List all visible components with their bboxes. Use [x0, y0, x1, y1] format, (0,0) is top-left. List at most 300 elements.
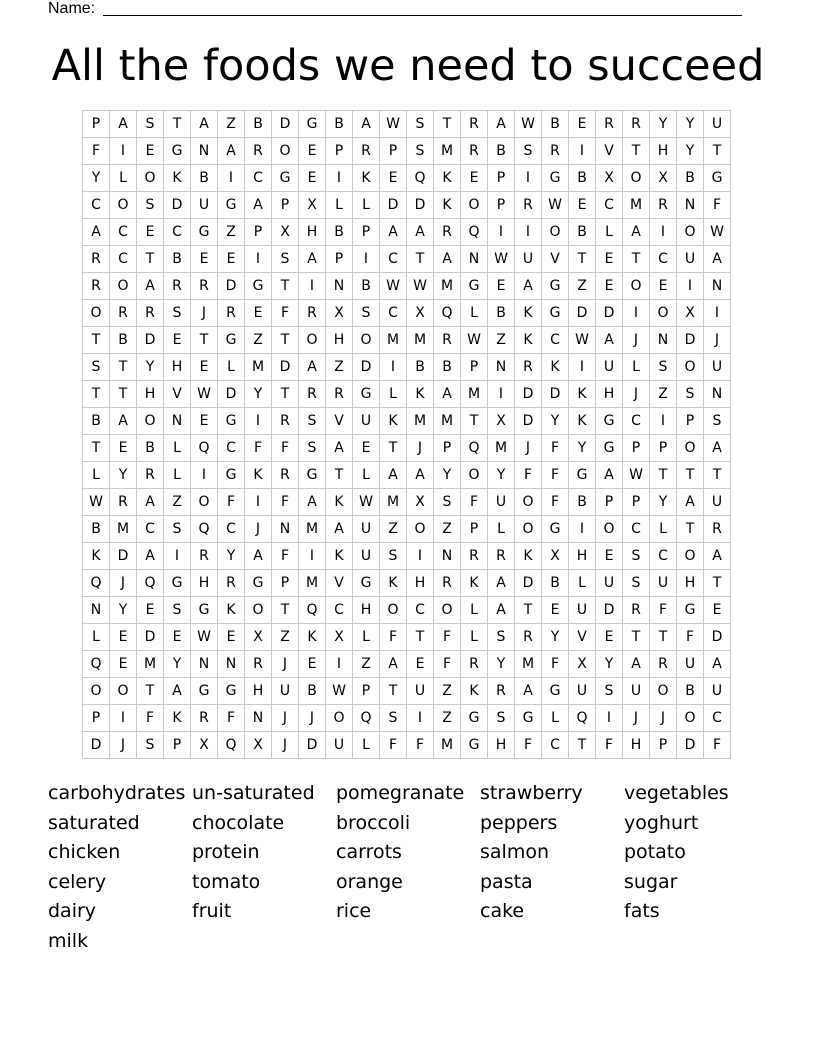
grid-cell: L [380, 381, 407, 408]
grid-cell: E [704, 597, 731, 624]
grid-cell: H [299, 219, 326, 246]
grid-cell: Z [434, 516, 461, 543]
grid-cell: A [704, 246, 731, 273]
grid-cell: J [299, 705, 326, 732]
grid-cell: G [515, 705, 542, 732]
grid-cell: X [407, 489, 434, 516]
grid-cell: T [137, 678, 164, 705]
grid-cell: U [515, 246, 542, 273]
grid-cell: G [299, 111, 326, 138]
grid-cell: N [218, 651, 245, 678]
grid-cell: O [596, 516, 623, 543]
grid-cell: D [596, 300, 623, 327]
grid-cell: T [110, 381, 137, 408]
grid-cell: T [407, 624, 434, 651]
grid-cell: E [569, 192, 596, 219]
grid-cell: J [515, 435, 542, 462]
grid-cell: D [137, 624, 164, 651]
grid-cell: T [677, 462, 704, 489]
grid-cell: R [596, 111, 623, 138]
grid-cell: Z [245, 327, 272, 354]
grid-cell: L [542, 705, 569, 732]
grid-cell: A [299, 246, 326, 273]
word-list-item: protein [192, 841, 260, 864]
grid-cell: G [218, 327, 245, 354]
grid-cell: S [137, 192, 164, 219]
grid-cell: P [164, 732, 191, 759]
grid-cell: P [623, 489, 650, 516]
grid-cell: H [596, 381, 623, 408]
grid-cell: I [110, 138, 137, 165]
grid-cell: A [245, 192, 272, 219]
grid-cell: F [218, 489, 245, 516]
grid-cell: F [245, 435, 272, 462]
grid-cell: L [623, 354, 650, 381]
grid-cell: F [542, 489, 569, 516]
grid-cell: M [380, 327, 407, 354]
grid-cell: U [650, 570, 677, 597]
grid-cell: A [434, 381, 461, 408]
grid-cell: P [434, 435, 461, 462]
grid-cell: X [326, 300, 353, 327]
grid-cell: J [407, 435, 434, 462]
grid-cell: L [596, 219, 623, 246]
grid-cell: U [704, 678, 731, 705]
grid-cell: E [650, 273, 677, 300]
grid-cell: S [677, 381, 704, 408]
grid-cell: T [191, 327, 218, 354]
grid-cell: Q [83, 570, 110, 597]
grid-cell: D [110, 543, 137, 570]
grid-cell: U [353, 408, 380, 435]
grid-cell: M [488, 435, 515, 462]
grid-cell: R [461, 543, 488, 570]
grid-cell: P [461, 516, 488, 543]
grid-cell: F [407, 732, 434, 759]
grid-cell: R [137, 462, 164, 489]
grid-cell: X [596, 165, 623, 192]
grid-cell: E [191, 354, 218, 381]
grid-cell: A [110, 111, 137, 138]
grid-cell: O [110, 678, 137, 705]
grid-cell: C [164, 219, 191, 246]
grid-row [83, 354, 731, 381]
grid-cell: I [650, 219, 677, 246]
grid-cell: R [488, 678, 515, 705]
grid-cell: E [299, 165, 326, 192]
grid-cell: T [704, 138, 731, 165]
grid-cell: D [677, 327, 704, 354]
grid-cell: O [623, 165, 650, 192]
grid-cell: F [515, 462, 542, 489]
grid-cell: C [542, 327, 569, 354]
grid-cell: V [596, 138, 623, 165]
grid-cell: L [353, 462, 380, 489]
word-list-item: pasta [480, 870, 533, 893]
grid-cell: S [407, 111, 434, 138]
grid-row [83, 597, 731, 624]
grid-cell: A [623, 219, 650, 246]
grid-cell: A [380, 651, 407, 678]
grid-row [83, 408, 731, 435]
grid-cell: B [542, 111, 569, 138]
grid-cell: J [191, 300, 218, 327]
grid-cell: G [542, 165, 569, 192]
grid-cell: T [110, 354, 137, 381]
grid-cell: F [272, 300, 299, 327]
grid-cell: V [569, 624, 596, 651]
word-list-item: salmon [480, 841, 549, 864]
grid-cell: K [461, 678, 488, 705]
word-list-item: celery [48, 870, 107, 893]
grid-cell: O [434, 597, 461, 624]
grid-cell: K [515, 543, 542, 570]
grid-row [83, 732, 731, 759]
grid-cell: P [380, 138, 407, 165]
grid-cell: C [407, 597, 434, 624]
grid-cell: N [704, 381, 731, 408]
grid-cell: G [218, 678, 245, 705]
grid-cell: R [272, 462, 299, 489]
grid-cell: T [272, 597, 299, 624]
grid-cell: E [596, 543, 623, 570]
grid-cell: O [650, 678, 677, 705]
grid-cell: C [596, 192, 623, 219]
grid-cell: R [461, 111, 488, 138]
grid-cell: O [83, 300, 110, 327]
grid-cell: S [407, 138, 434, 165]
grid-cell: R [218, 300, 245, 327]
grid-cell: P [650, 732, 677, 759]
grid-cell: L [353, 624, 380, 651]
grid-cell: E [164, 327, 191, 354]
grid-cell: M [461, 381, 488, 408]
grid-cell: S [623, 543, 650, 570]
grid-cell: D [542, 381, 569, 408]
grid-cell: U [704, 489, 731, 516]
grid-cell: R [83, 273, 110, 300]
grid-cell: T [650, 624, 677, 651]
grid-cell: B [569, 489, 596, 516]
grid-cell: W [461, 327, 488, 354]
grid-cell: W [353, 489, 380, 516]
grid-cell: Z [164, 489, 191, 516]
grid-cell: T [407, 246, 434, 273]
grid-cell: K [569, 408, 596, 435]
grid-cell: A [299, 489, 326, 516]
grid-cell: Q [83, 651, 110, 678]
grid-cell: Q [191, 435, 218, 462]
grid-cell: S [272, 246, 299, 273]
grid-cell: U [488, 489, 515, 516]
grid-cell: E [218, 246, 245, 273]
grid-cell: S [488, 624, 515, 651]
grid-cell: C [380, 246, 407, 273]
grid-cell: R [191, 543, 218, 570]
word-list-item: chicken [48, 841, 121, 864]
grid-cell: O [110, 273, 137, 300]
grid-cell: W [704, 219, 731, 246]
grid-cell: V [326, 570, 353, 597]
grid-cell: Y [434, 462, 461, 489]
grid-cell: W [542, 192, 569, 219]
grid-cell: O [326, 705, 353, 732]
grid-cell: O [83, 678, 110, 705]
grid-cell: C [623, 408, 650, 435]
grid-cell: A [380, 462, 407, 489]
grid-cell: A [137, 273, 164, 300]
grid-cell: V [542, 246, 569, 273]
grid-cell: L [461, 300, 488, 327]
grid-cell: J [272, 732, 299, 759]
word-list-item: potato [624, 841, 686, 864]
grid-cell: F [704, 192, 731, 219]
grid-row [83, 462, 731, 489]
grid-cell: P [245, 219, 272, 246]
grid-cell: Y [110, 597, 137, 624]
grid-cell: W [569, 327, 596, 354]
grid-cell: Y [245, 381, 272, 408]
grid-cell: L [110, 165, 137, 192]
grid-cell: L [650, 516, 677, 543]
grid-cell: H [677, 570, 704, 597]
grid-cell: G [353, 381, 380, 408]
grid-cell: A [434, 246, 461, 273]
grid-cell: H [164, 354, 191, 381]
word-list-item: saturated [48, 811, 140, 834]
grid-cell: T [272, 381, 299, 408]
grid-cell: B [326, 111, 353, 138]
grid-cell: Y [164, 651, 191, 678]
grid-cell: P [623, 435, 650, 462]
grid-cell: U [569, 597, 596, 624]
grid-cell: Q [434, 300, 461, 327]
grid-cell: L [326, 192, 353, 219]
grid-cell: I [407, 543, 434, 570]
grid-cell: A [218, 138, 245, 165]
grid-row [83, 543, 731, 570]
grid-cell: T [83, 327, 110, 354]
grid-cell: W [191, 381, 218, 408]
word-list-item: carrots [336, 841, 402, 864]
grid-cell: L [461, 624, 488, 651]
grid-cell: W [380, 273, 407, 300]
grid-cell: E [218, 624, 245, 651]
grid-cell: H [488, 732, 515, 759]
grid-cell: W [380, 111, 407, 138]
grid-cell: L [164, 435, 191, 462]
grid-cell: E [488, 273, 515, 300]
grid-cell: X [191, 732, 218, 759]
grid-cell: G [191, 219, 218, 246]
grid-cell: Z [380, 516, 407, 543]
grid-cell: L [461, 597, 488, 624]
grid-cell: S [299, 435, 326, 462]
name-label: Name: [48, 0, 96, 17]
grid-cell: D [218, 381, 245, 408]
grid-cell: A [704, 543, 731, 570]
grid-cell: J [623, 381, 650, 408]
grid-cell: I [569, 516, 596, 543]
grid-cell: P [488, 192, 515, 219]
grid-cell: O [353, 327, 380, 354]
grid-cell: I [704, 300, 731, 327]
grid-cell: H [353, 597, 380, 624]
grid-cell: D [677, 732, 704, 759]
grid-cell: B [542, 570, 569, 597]
grid-cell: R [353, 138, 380, 165]
grid-cell: P [83, 111, 110, 138]
grid-cell: A [164, 678, 191, 705]
grid-cell: O [380, 597, 407, 624]
grid-cell: I [299, 273, 326, 300]
grid-cell: X [407, 300, 434, 327]
grid-cell: I [326, 165, 353, 192]
grid-cell: A [245, 543, 272, 570]
grid-cell: U [272, 678, 299, 705]
grid-cell: B [488, 138, 515, 165]
grid-cell: O [515, 489, 542, 516]
grid-cell: B [407, 354, 434, 381]
grid-cell: W [488, 246, 515, 273]
word-list-item: fats [624, 900, 660, 923]
grid-cell: G [191, 597, 218, 624]
grid-cell: G [218, 408, 245, 435]
grid-cell: G [461, 732, 488, 759]
grid-cell: P [326, 138, 353, 165]
grid-cell: K [434, 192, 461, 219]
grid-cell: W [326, 678, 353, 705]
grid-cell: Z [218, 111, 245, 138]
grid-cell: O [542, 219, 569, 246]
grid-cell: F [596, 732, 623, 759]
grid-cell: G [272, 165, 299, 192]
grid-row [83, 651, 731, 678]
grid-cell: I [569, 354, 596, 381]
grid-cell: U [704, 111, 731, 138]
grid-cell: K [164, 165, 191, 192]
grid-cell: U [569, 678, 596, 705]
grid-cell: K [83, 543, 110, 570]
grid-cell: R [137, 300, 164, 327]
grid-cell: S [434, 489, 461, 516]
grid-cell: T [569, 732, 596, 759]
grid-cell: M [515, 651, 542, 678]
grid-cell: A [677, 489, 704, 516]
grid-cell: E [407, 651, 434, 678]
word-list-item: tomato [192, 870, 261, 893]
grid-cell: Y [218, 543, 245, 570]
grid-cell: R [461, 651, 488, 678]
grid-cell: N [326, 273, 353, 300]
grid-cell: E [164, 624, 191, 651]
grid-cell: E [110, 651, 137, 678]
grid-cell: O [623, 273, 650, 300]
grid-cell: G [677, 597, 704, 624]
word-list-item: peppers [480, 811, 558, 834]
grid-cell: O [677, 219, 704, 246]
grid-cell: E [191, 246, 218, 273]
grid-cell: I [353, 246, 380, 273]
grid-cell: C [110, 219, 137, 246]
grid-cell: X [272, 219, 299, 246]
grid-cell: Q [299, 597, 326, 624]
grid-cell: M [380, 489, 407, 516]
word-list-item: yoghurt [624, 811, 699, 834]
grid-cell: Y [542, 408, 569, 435]
grid-cell: Z [569, 273, 596, 300]
grid-cell: P [650, 435, 677, 462]
word-list-item: rice [336, 900, 372, 923]
name-field [48, 0, 742, 18]
grid-cell: X [299, 192, 326, 219]
grid-cell: Z [434, 705, 461, 732]
grid-cell: C [623, 516, 650, 543]
grid-cell: K [245, 462, 272, 489]
grid-cell: I [299, 543, 326, 570]
grid-cell: E [299, 138, 326, 165]
grid-cell: L [569, 570, 596, 597]
grid-cell: G [704, 165, 731, 192]
word-list-item: milk [48, 929, 89, 952]
grid-cell: I [488, 381, 515, 408]
grid-cell: Z [434, 678, 461, 705]
grid-cell: S [353, 300, 380, 327]
grid-cell: J [650, 705, 677, 732]
grid-cell: S [299, 408, 326, 435]
grid-cell: Y [488, 651, 515, 678]
grid-cell: B [569, 165, 596, 192]
grid-cell: R [650, 651, 677, 678]
grid-cell: G [461, 273, 488, 300]
grid-cell: O [272, 138, 299, 165]
grid-cell: K [515, 327, 542, 354]
grid-row [83, 138, 731, 165]
grid-cell: M [407, 327, 434, 354]
word-list-item: broccoli [336, 811, 411, 834]
grid-cell: A [596, 327, 623, 354]
grid-cell: N [677, 192, 704, 219]
grid-cell: Z [353, 651, 380, 678]
grid-cell: X [569, 651, 596, 678]
grid-cell: R [83, 246, 110, 273]
grid-cell: F [542, 462, 569, 489]
grid-cell: F [83, 138, 110, 165]
grid-cell: Q [461, 435, 488, 462]
grid-cell: K [380, 408, 407, 435]
grid-cell: E [353, 435, 380, 462]
grid-cell: F [380, 732, 407, 759]
grid-cell: R [326, 381, 353, 408]
grid-cell: J [110, 570, 137, 597]
grid-cell: F [515, 732, 542, 759]
grid-cell: A [515, 273, 542, 300]
grid-cell: W [83, 489, 110, 516]
grid-cell: K [407, 381, 434, 408]
grid-cell: S [596, 678, 623, 705]
grid-cell: B [677, 678, 704, 705]
word-search-grid [82, 110, 731, 759]
grid-cell: C [650, 543, 677, 570]
grid-cell: A [488, 570, 515, 597]
grid-cell: H [326, 327, 353, 354]
grid-cell: R [623, 597, 650, 624]
grid-cell: O [407, 516, 434, 543]
grid-cell: P [83, 705, 110, 732]
grid-cell: I [380, 354, 407, 381]
grid-cell: Y [596, 651, 623, 678]
grid-cell: J [272, 705, 299, 732]
